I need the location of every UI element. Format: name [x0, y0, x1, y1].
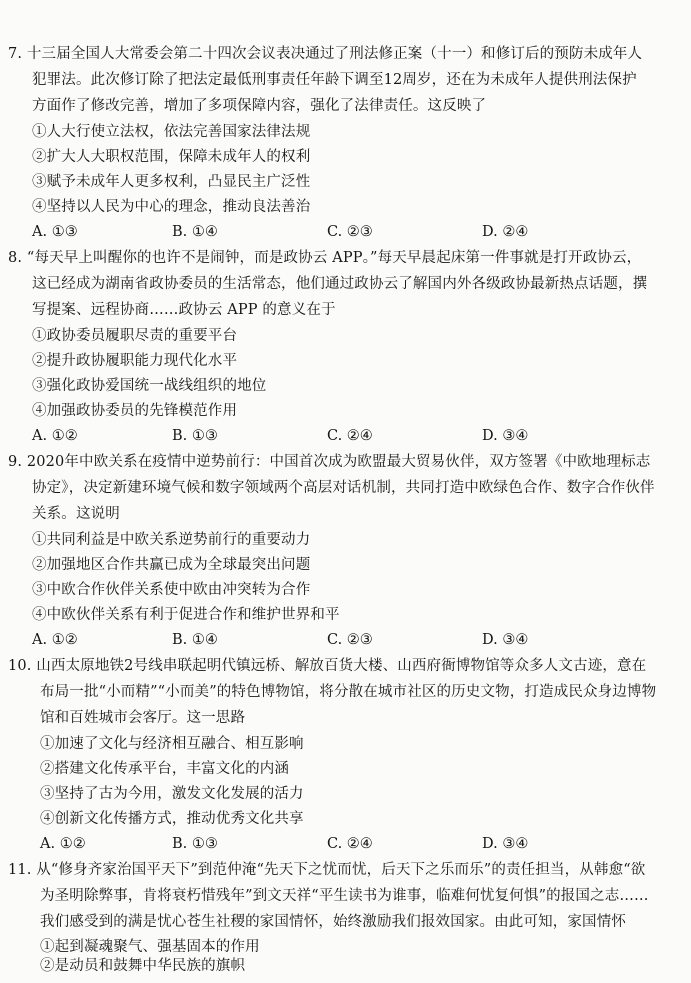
- option-b[interactable]: B. ①③: [172, 428, 218, 444]
- answer-item: ②扩大人大职权范围，保障未成年人的权利: [32, 149, 311, 165]
- option-d[interactable]: D. ③④: [482, 632, 529, 648]
- option-d[interactable]: D. ③④: [482, 836, 529, 852]
- question-stem-line: 写提案、远程协商……政协云 APP 的意义在于: [32, 302, 336, 318]
- option-a[interactable]: A. ①②: [40, 836, 86, 852]
- answer-item: ②提升政协履职能力现代化水平: [32, 353, 238, 369]
- question-stem-line: 9. 2020年中欧关系在疫情中逆势前行：中国首次成为欧盟最大贸易伙伴，双方签署《中欧地理标志: [8, 454, 651, 470]
- answer-item: ④创新文化传播方式，推动优秀文化共享: [40, 811, 304, 827]
- option-b[interactable]: B. ①④: [172, 224, 218, 240]
- answer-item: ②加强地区合作共赢已成为全球最突出问题: [32, 557, 311, 573]
- option-a[interactable]: A. ①②: [32, 632, 78, 648]
- question-stem-line: 馆和百姓城市会客厅。这一思路: [40, 710, 246, 726]
- answer-item: ①人大行使立法权，依法完善国家法律法规: [32, 124, 311, 140]
- option-a[interactable]: A. ①②: [32, 428, 78, 444]
- answer-item: ①共同利益是中欧关系逆势前行的重要动力: [32, 532, 311, 548]
- answer-item: ④加强政协委员的先锋模范作用: [32, 403, 238, 419]
- option-c[interactable]: C. ②③: [327, 632, 373, 648]
- question-stem-line: 协定》，决定新建环境气候和数字领域两个高层对话机制，共同打造中欧绿色合作、数字合作伙伴: [32, 480, 655, 496]
- answer-item: ③赋予未成年人更多权利，凸显民主广泛性: [32, 174, 311, 190]
- answer-item: ①政协委员履职尽责的重要平台: [32, 328, 238, 344]
- question-stem-line: 8. “每天早上叫醒你的也许不是闹钟，而是政协云 APP。”每天早晨起床第一件事就是打开政协云，: [8, 250, 642, 266]
- question-stem-line: 关系。这说明: [32, 506, 120, 522]
- answer-item: ②搭建文化传承平台，丰富文化的内涵: [40, 761, 290, 777]
- answer-item: ①加速了文化与经济相互融合、相互影响: [40, 736, 304, 752]
- option-row: [32, 630, 672, 650]
- question-stem-line: 11. 从“修身齐家治国平天下”到范仲淹“先天下之忧而忧，后天下之乐而乐”的责任担当，从韩愈“欲: [8, 862, 646, 878]
- option-row: [32, 426, 672, 446]
- answer-item: ②是动员和鼓舞中华民族的旗帜: [40, 958, 246, 974]
- answer-item: ③强化政协爱国统一战线组织的地位: [32, 378, 267, 394]
- option-row: [32, 222, 672, 242]
- option-row: [40, 834, 680, 854]
- option-c[interactable]: C. ②③: [327, 224, 373, 240]
- option-c[interactable]: C. ②④: [327, 836, 373, 852]
- answer-item: ③中欧合作伙伴关系使中欧由冲突转为合作: [32, 582, 311, 598]
- option-b[interactable]: B. ①④: [172, 632, 218, 648]
- answer-item: ④中欧伙伴关系有利于促进合作和维护世界和平: [32, 607, 340, 623]
- question-stem-line: 犯罪法。此次修订除了把法定最低刑事责任年龄下调至12周岁，还在为未成年人提供刑法保护: [32, 72, 637, 88]
- question-stem-line: 10. 山西太原地铁2号线串联起明代镇远桥、解放百货大楼、山西府衙博物馆等众多人文古迹，意在: [8, 658, 647, 674]
- question-stem-line: 布局一批“小而精”“小而美”的特色博物馆，将分散在城市社区的历史文物，打造成民众身边博物: [40, 684, 657, 700]
- answer-item: ④坚持以人民为中心的理念，推动良法善治: [32, 199, 311, 215]
- question-stem-line: 我们感受到的满是忧心苍生社稷的家国情怀，始终激励我们报效国家。由此可知，家国情怀: [40, 914, 626, 930]
- option-d[interactable]: D. ③④: [482, 428, 529, 444]
- question-stem-line: 7. 十三届全国人大常委会第二十四次会议表决通过了刑法修正案（十一）和修订后的预防未成年人: [8, 46, 643, 62]
- question-stem-line: 这已经成为湖南省政协委员的生活常态，他们通过政协云了解国内外各级政协最新热点话题，撰: [32, 276, 648, 292]
- option-b[interactable]: B. ①③: [172, 836, 218, 852]
- option-d[interactable]: D. ②④: [482, 224, 529, 240]
- answer-item: ①起到凝魂聚气、强基固本的作用: [40, 939, 260, 955]
- answer-item: ③坚持了古为今用，激发文化发展的活力: [40, 786, 304, 802]
- option-a[interactable]: A. ①③: [32, 224, 78, 240]
- option-c[interactable]: C. ②④: [327, 428, 373, 444]
- question-stem-line: 方面作了修改完善，增加了多项保障内容，强化了法律责任。这反映了: [32, 98, 487, 114]
- question-stem-line: 为圣明除弊事，肯将衰朽惜残年”到文天祥“平生读书为谁事，临难何忧复何惧”的报国之志……: [40, 888, 649, 904]
